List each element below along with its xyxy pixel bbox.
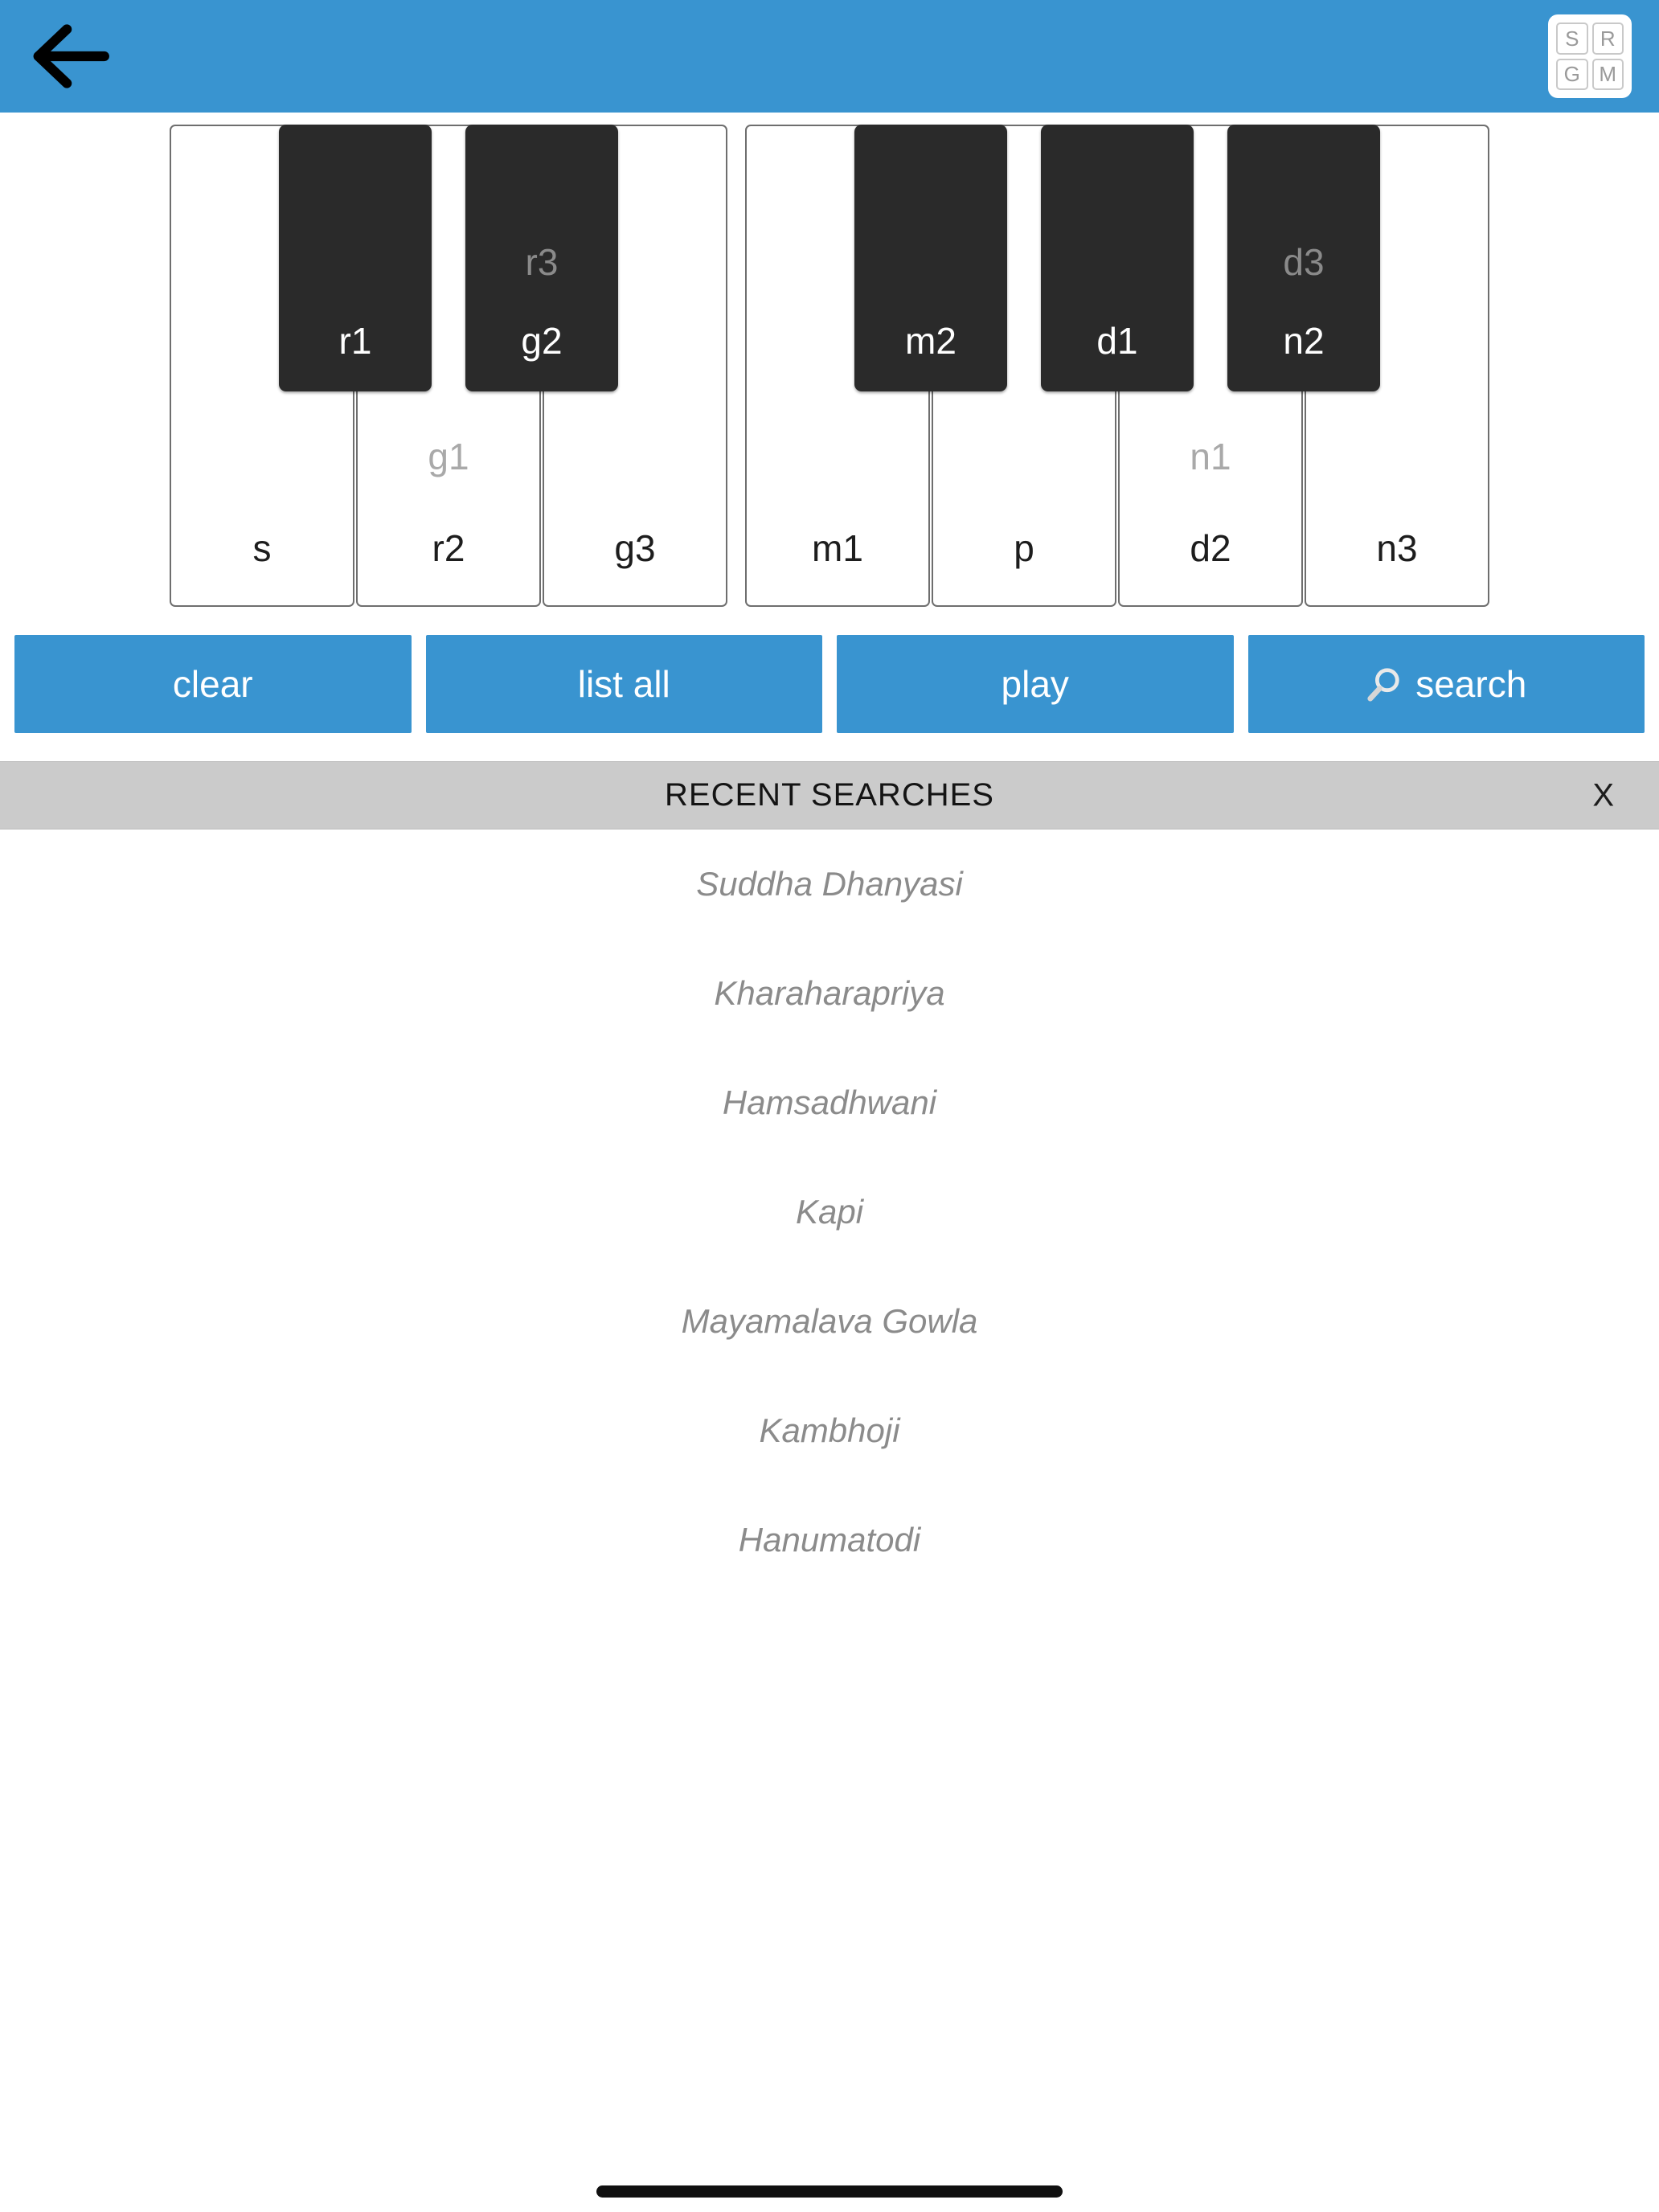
play-button[interactable]: [837, 635, 1234, 733]
key-label: r2: [432, 527, 465, 569]
back-button[interactable]: [27, 19, 116, 93]
header-bar: [0, 0, 1659, 113]
recent-searches-header: [0, 761, 1659, 830]
key-label: m1: [812, 527, 863, 569]
back-arrow-icon: [27, 23, 111, 90]
key-label: s: [252, 527, 272, 569]
recent-searches-title: RECENT SEARCHES: [665, 777, 994, 813]
recent-search-item[interactable]: Hanumatodi: [738, 1521, 921, 1559]
recent-searches-list: [0, 830, 1659, 1595]
search-button[interactable]: [1248, 635, 1645, 733]
key-m2[interactable]: [854, 125, 1007, 391]
close-recent-button[interactable]: X: [1592, 777, 1614, 813]
action-toolbar: [0, 635, 1659, 733]
key-r1[interactable]: [279, 125, 432, 391]
key-n2[interactable]: [1227, 125, 1380, 391]
key-label: d1: [1096, 320, 1138, 362]
search-icon: [1366, 666, 1403, 703]
clear-button-label: clear: [172, 663, 253, 705]
keyboard-group-right: [745, 125, 1489, 607]
recent-search-item[interactable]: Kapi: [795, 1193, 864, 1231]
key-label: g3: [614, 527, 656, 569]
search-button-label: search: [1415, 663, 1527, 705]
recent-search-item[interactable]: Kharaharapriya: [714, 974, 945, 1012]
home-indicator: [596, 2185, 1063, 2198]
key-label: d2: [1190, 527, 1231, 569]
key-g2[interactable]: [465, 125, 618, 391]
recent-search-item[interactable]: Kambhoji: [759, 1411, 900, 1449]
key-label: g2: [521, 320, 563, 362]
logo-letter: R: [1592, 23, 1624, 55]
play-button-label: play: [1001, 663, 1069, 705]
key-label: p: [1014, 527, 1034, 569]
list-all-button-label: list all: [577, 663, 670, 705]
key-label: n2: [1283, 320, 1325, 362]
swara-keyboard: [0, 125, 1659, 607]
key-d1[interactable]: [1041, 125, 1194, 391]
logo-letter: G: [1556, 59, 1588, 91]
logo-letter: S: [1556, 23, 1588, 55]
key-label: m2: [905, 320, 956, 362]
list-all-button[interactable]: [426, 635, 823, 733]
key-alt-label: r3: [525, 241, 559, 283]
recent-search-item[interactable]: Hamsadhwani: [722, 1083, 937, 1121]
srgm-app-logo: [1548, 14, 1632, 98]
key-alt-label: g1: [428, 436, 469, 477]
recent-search-item[interactable]: Suddha Dhanyasi: [696, 865, 963, 903]
key-alt-label: d3: [1283, 241, 1325, 283]
key-alt-label: n1: [1190, 436, 1231, 477]
clear-button[interactable]: [14, 635, 412, 733]
key-label: r1: [338, 320, 372, 362]
key-label: n3: [1376, 527, 1418, 569]
recent-search-item[interactable]: Mayamalava Gowla: [681, 1302, 978, 1340]
keyboard-group-left: [170, 125, 727, 607]
logo-letter: M: [1592, 59, 1624, 91]
